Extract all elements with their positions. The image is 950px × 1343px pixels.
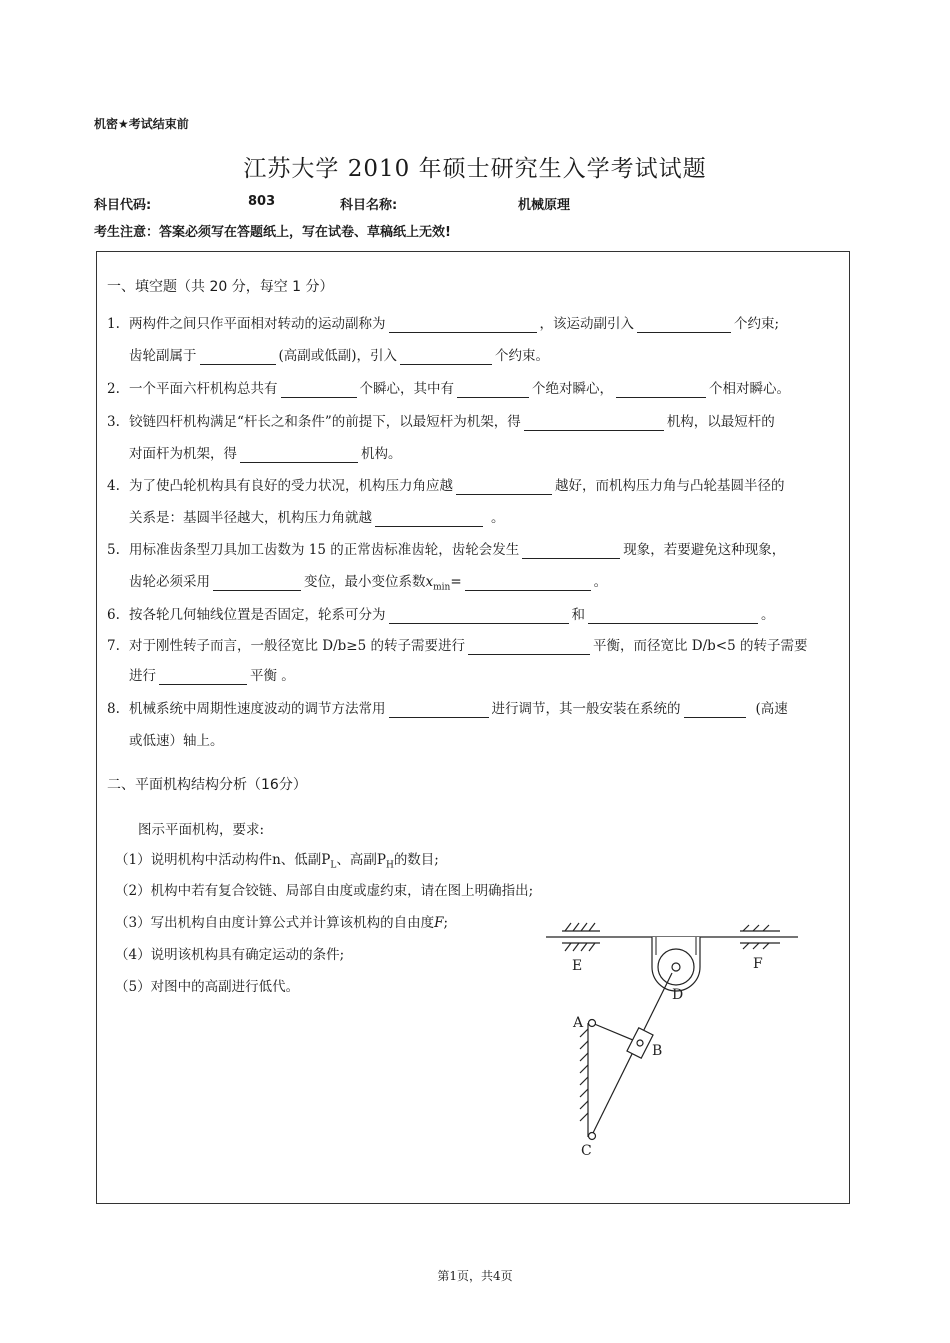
question-6: 6. 按各轮几何轴线位置是否固定，轮系可分为 和 。	[107, 607, 775, 623]
mechanism-diagram	[540, 915, 805, 1165]
blank	[375, 510, 483, 527]
page-number: 第1页，共4页	[437, 1269, 513, 1283]
blank	[456, 478, 552, 495]
blank	[389, 316, 537, 333]
question-4-line-1: 4. 为了使凸轮机构具有良好的受力状况，机构压力角应越 越好，而机构压力角与凸轮基圆半径的	[107, 478, 785, 494]
blank	[684, 701, 746, 718]
blank	[389, 607, 569, 624]
blank	[213, 574, 301, 591]
slider-b	[627, 1028, 653, 1058]
confidential-mark: 机密★考试结束前	[94, 117, 189, 131]
subject-name-label: 科目名称:	[340, 198, 398, 213]
label-b: B	[652, 1043, 663, 1059]
question-4-line-2: 关系是：基圆半径越大，机构压力角就越 。	[129, 510, 505, 526]
question-1-line-2: 齿轮副属于 (高副或低副)，引入 个约束。	[129, 348, 550, 364]
blank	[400, 348, 492, 365]
blank	[524, 414, 664, 431]
subject-code-value: 803	[248, 194, 276, 209]
requirement-3: （3）写出机构自由度计算公式并计算该机构的自由度F;	[115, 915, 449, 931]
question-3-line-2: 对面杆为机架，得 机构。	[129, 446, 402, 462]
question-5-line-2: 齿轮必须采用 变位，最小变位系数$x_{min}=$ 。	[129, 574, 608, 593]
label-c: C	[581, 1143, 592, 1159]
section-fill-in-title: 一、填空题（共 20 分，每空 1 分）	[107, 279, 334, 295]
subject-name-value: 机械原理	[518, 198, 571, 213]
label-e: E	[572, 958, 583, 974]
question-1-line-1: 1. 两构件之间只作平面相对转动的运动副称为 ，该运动副引入 个约束;	[107, 316, 780, 332]
label-a: A	[573, 1015, 584, 1031]
blank	[522, 542, 620, 559]
blank	[588, 607, 758, 624]
question-7-line-2: 进行 平衡 。	[129, 668, 295, 684]
blank	[616, 381, 706, 398]
ground-hatch-left-top	[562, 923, 600, 931]
blank	[637, 316, 731, 333]
wall-hatch	[580, 1029, 588, 1121]
blank	[457, 381, 529, 398]
question-7-line-1: 7. 对于刚性转子而言，一般径宽比 D/b≥5 的转子需要进行 平衡，而径宽比 D/b<5 的转子需要	[107, 638, 808, 654]
requirement-4: （4）说明该机构具有确定运动的条件;	[115, 947, 345, 963]
requirement-1: （1）说明机构中活动构件n、低副$P_L$、高副$P_H$的数目;	[115, 852, 439, 871]
roller-d-pivot	[672, 963, 680, 971]
exam-title: 江苏大学 2010 年硕士研究生入学考试试题	[243, 156, 707, 182]
blank	[468, 638, 590, 655]
subject-code-label: 科目代码:	[94, 198, 152, 213]
section-structure-intro: 图示平面机构，要求:	[138, 822, 265, 838]
requirement-5: （5）对图中的高副进行低代。	[115, 979, 300, 995]
blank	[200, 348, 276, 365]
blank	[159, 668, 247, 685]
label-d: D	[672, 987, 684, 1003]
candidate-notice: 考生注意：答案必须写在答题纸上，写在试卷、草稿纸上无效!	[94, 225, 451, 240]
joint-c	[589, 1133, 596, 1140]
blank	[240, 446, 358, 463]
ground-hatch-left-bottom	[562, 943, 600, 951]
question-2: 2. 一个平面六杆机构总共有 个瞬心，其中有 个绝对瞬心， 个相对瞬心。	[107, 381, 790, 397]
requirement-2: （2）机构中若有复合铰链、局部自由度或虚约束，请在图上明确指出;	[115, 883, 534, 899]
question-8-line-1: 8. 机械系统中周期性速度波动的调节方法常用 进行调节，其一般安装在系统的 (高速	[107, 701, 788, 717]
blank	[465, 574, 591, 591]
label-f: F	[753, 956, 763, 972]
blank	[389, 701, 489, 718]
joint-a	[589, 1020, 596, 1027]
question-5-line-1: 5. 用标准齿条型刀具加工齿数为 15 的正常齿标准齿轮，齿轮会发生 现象，若要避免这种现象，	[107, 542, 786, 558]
section-structure-title: 二、平面机构结构分析（16分）	[107, 777, 307, 793]
question-3-line-1: 3. 铰链四杆机构满足“杆长之和条件”的前提下，以最短杆为机架，得 机构，以最短杆的	[107, 414, 775, 430]
blank	[281, 381, 357, 398]
question-8-line-2: 或低速）轴上。	[129, 733, 224, 749]
